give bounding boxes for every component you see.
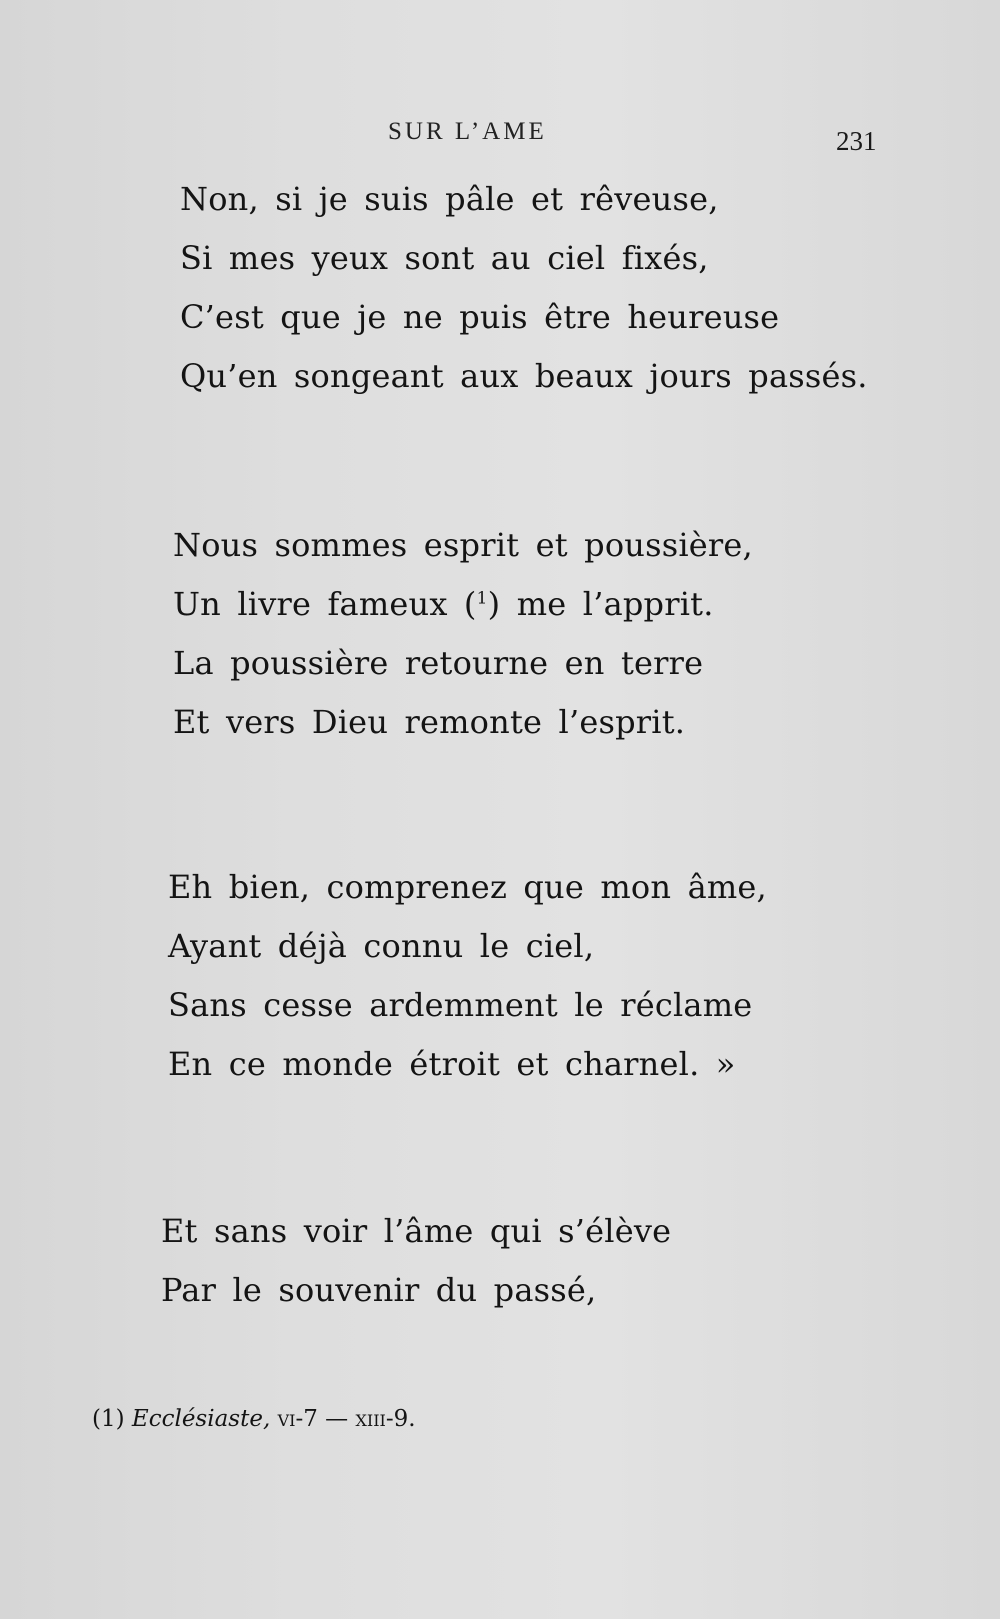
verse-line: Non, si je suis pâle et rêveuse, <box>180 180 719 218</box>
verse-line: Et sans voir l’âme qui s’élève <box>161 1212 672 1250</box>
verse-text: Un livre fameux ( <box>173 585 477 623</box>
stanza-4 <box>161 1202 671 1320</box>
verse-line: Qu’en songeant aux beaux jours passés. <box>180 357 868 395</box>
verse-line: Sans cesse ardemment le réclame <box>168 986 753 1024</box>
verse-line: En ce monde étroit et charnel. » <box>168 1045 736 1083</box>
verse-text: ) me l’apprit. <box>487 585 714 623</box>
verse-line: La poussière retourne en terre <box>173 644 704 682</box>
verse-line: Par le souvenir du passé, <box>161 1271 597 1309</box>
verse-line: Ayant déjà connu le ciel, <box>168 927 595 965</box>
verse-line: C’est que je ne puis être heureuse <box>180 298 780 336</box>
verse-line: Nous sommes esprit et poussière, <box>173 526 753 564</box>
verse-line: Si mes yeux sont au ciel fixés, <box>180 239 709 277</box>
footnote-marker: (1) <box>92 1406 125 1432</box>
verse-line: Et vers Dieu remonte l’esprit. <box>173 703 686 741</box>
footnote <box>92 1406 416 1432</box>
footnote-reference[interactable]: 1 <box>476 588 488 609</box>
verse-line: Eh bien, comprenez que mon âme, <box>168 868 767 906</box>
stanza-1 <box>180 170 868 406</box>
verse-line-with-note <box>173 575 753 634</box>
page-number: 231 <box>836 126 877 156</box>
stanza-3 <box>168 858 767 1094</box>
footnote-work-title: Ecclésiaste, <box>131 1406 271 1432</box>
footnote-references: vi-7 — xiii-9. <box>277 1406 416 1432</box>
running-head: SUR L’AME <box>388 118 547 145</box>
stanza-2 <box>173 516 753 752</box>
